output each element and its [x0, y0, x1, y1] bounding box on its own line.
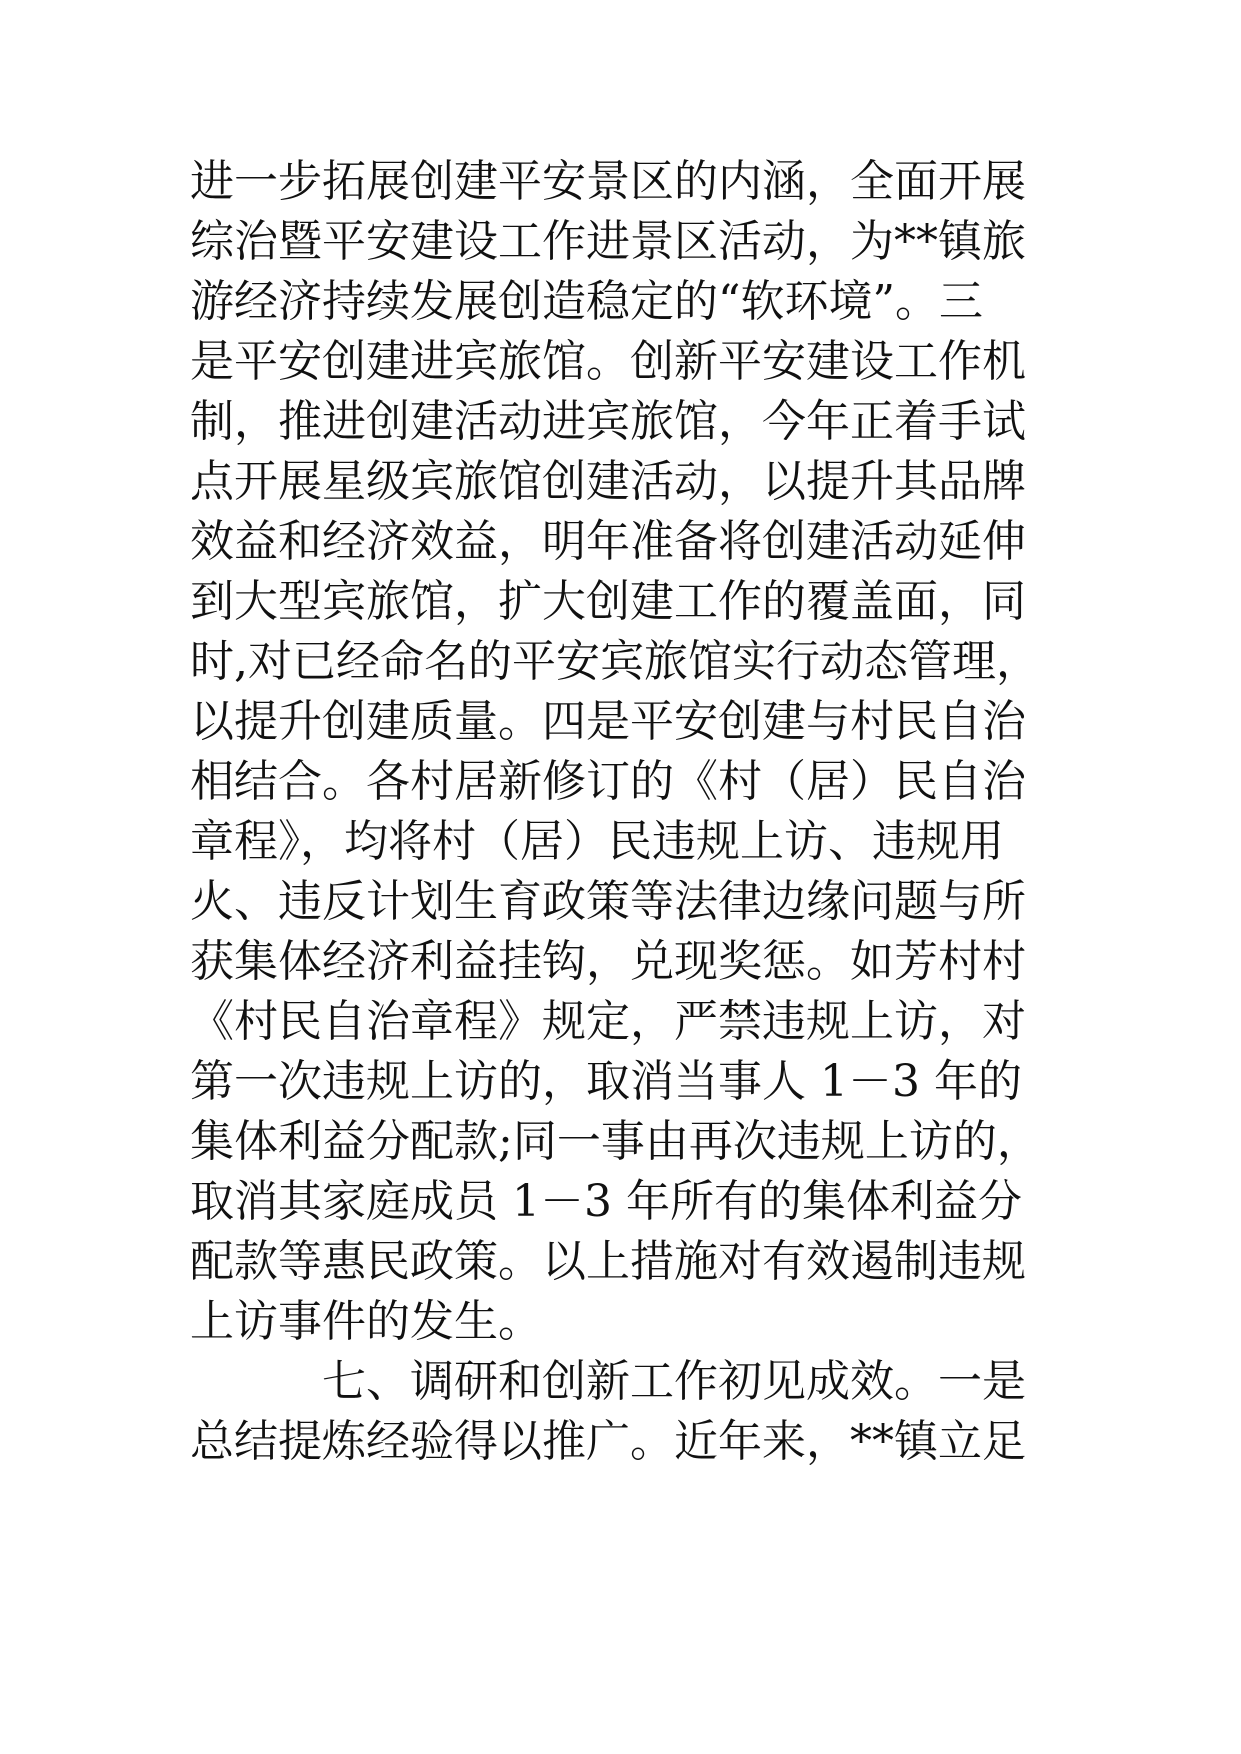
text-line: 相结合。各村居新修订的《村（居）民自治	[190, 756, 1026, 807]
paragraph-start-line: 七、调研和创新工作初见成效。一是	[322, 1356, 1026, 1407]
text-line: 取消其家庭成员 1－3 年所有的集体利益分	[190, 1176, 1022, 1227]
text-line: 获集体经济利益挂钩，兑现奖惩。如芳村村	[190, 936, 1026, 987]
text-line: 是平安创建进宾旅馆。创新平安建设工作机	[190, 336, 1026, 387]
text-line: 点开展星级宾旅馆创建活动，以提升其品牌	[190, 456, 1026, 507]
text-line: 《村民自治章程》规定，严禁违规上访，对	[190, 996, 1026, 1047]
body-text	[190, 152, 1070, 1472]
text-line: 火、违反计划生育政策等法律边缘问题与所	[190, 876, 1026, 927]
text-line: 综治暨平安建设工作进景区活动，为**镇旅	[190, 216, 1026, 267]
text-line: 以提升创建质量。四是平安创建与村民自治	[190, 696, 1026, 747]
text-line: 集体利益分配款;同一事由再次违规上访的，	[190, 1116, 1041, 1167]
text-line: 效益和经济效益，明年准备将创建活动延伸	[190, 516, 1026, 567]
text-line: 时,对已经命名的平安宾旅馆实行动态管理，	[190, 636, 1040, 687]
text-line: 制，推进创建活动进宾旅馆，今年正着手试	[190, 396, 1026, 447]
text-line: 配款等惠民政策。以上措施对有效遏制违规	[190, 1236, 1026, 1287]
text-line: 章程》，均将村（居）民违规上访、违规用	[190, 816, 1004, 867]
text-line: 总结提炼经验得以推广。近年来，**镇立足	[190, 1416, 1026, 1467]
text-line: 进一步拓展创建平安景区的内涵，全面开展	[190, 156, 1026, 207]
text-line: 上访事件的发生。	[190, 1296, 542, 1347]
text-line: 到大型宾旅馆，扩大创建工作的覆盖面，同	[190, 576, 1026, 627]
text-line: 游经济持续发展创造稳定的“软环境”。三	[190, 276, 983, 327]
text-line: 第一次违规上访的，取消当事人 1－3 年的	[190, 1056, 1022, 1107]
